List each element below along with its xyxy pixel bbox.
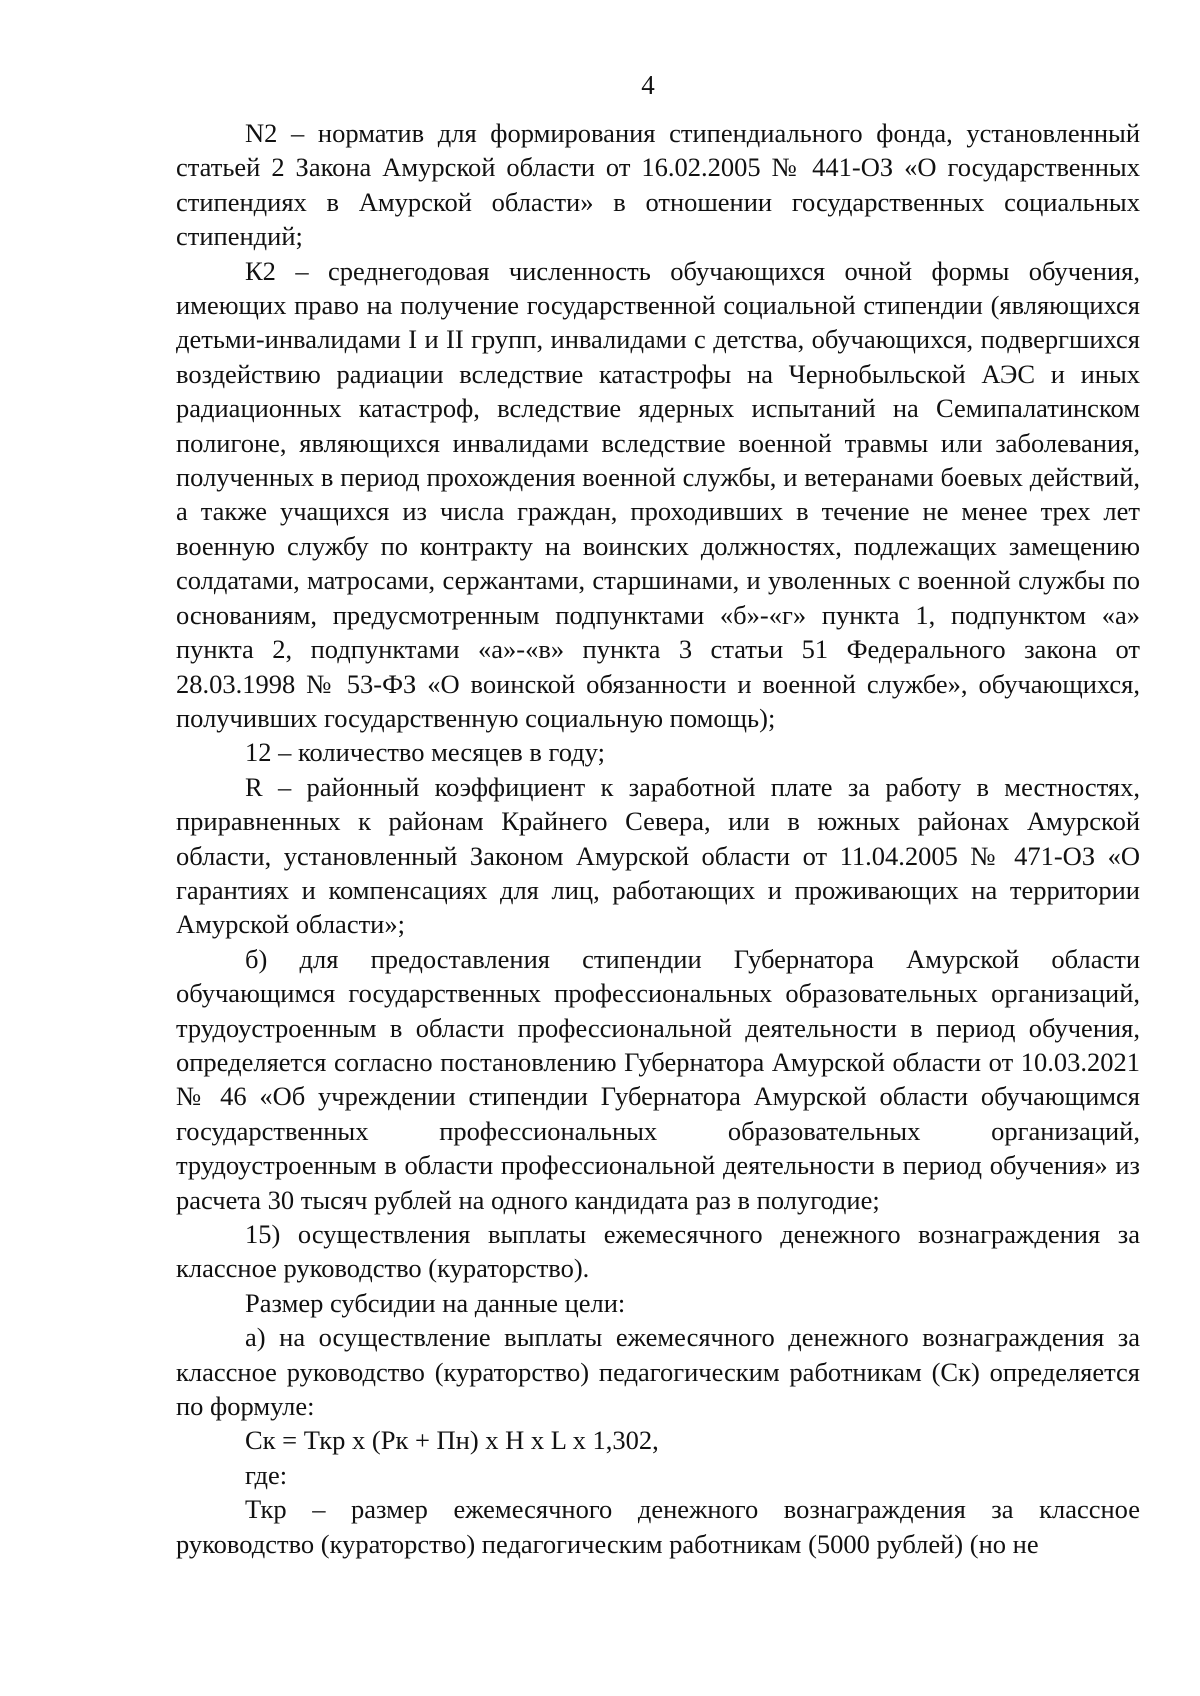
paragraph-subitem-a: а) на осуществление выплаты ежемесячного денежного вознаграждения за классное руководство (кураторство) педагогическим работникам (Ск) определяется по формуле: [176, 1322, 1140, 1422]
paragraph-governor-stipend: б) для предоставления стипендии Губернатора Амурской области обучающимся государственных профессиональных образовательных организаций, трудоустроенным в области профессиональной деятельности в период обучения, определяется согласно постановлению Губернатора Амурской области от 10.03.2021 № 46 «Об учреждении стипендии Губернатора Амурской области обучающимся государственных профессиональных образовательных организаций, трудоустроенным в области профессиональной деятельности в период обучения» из расчета 30 тысяч рублей на одного кандидата раз в полугодие; [176, 943, 1140, 1215]
paragraph-tkr-definition: Ткр – размер ежемесячного денежного вознаграждения за классное руководство (кураторство) педагогическим работникам (5000 рублей) (но не [176, 1494, 1140, 1559]
formula-ck: Ск = Ткр х (Рк + Пн) х Н х L х 1,302, [245, 1425, 659, 1456]
paragraph-subsidy-size: Размер субсидии на данные цели: [245, 1287, 626, 1318]
paragraph-n2-definition: N2 – норматив для формирования стипендиального фонда, установленный статьей 2 Закона Амурской области от 16.02.2005 № 441-ОЗ «О государственных стипендиях в Амурской области» в отношении государственных социальных стипендий; [176, 118, 1140, 252]
document-body [176, 116, 1140, 1561]
paragraph-where: где: [245, 1459, 288, 1490]
paragraph-r-definition: R – районный коэффициент к заработной плате за работу в местностях, приравненных к районам Крайнего Севера, или в южных районах Амурской области, установленный Законом Амурской области от 11.04.2005 № 471-ОЗ «О гарантиях и компенсациях для лиц, работающих и проживающих на территории Амурской области»; [176, 771, 1140, 940]
paragraph-k2-definition: К2 – среднегодовая численность обучающихся очной формы обучения, имеющих право на получение государственной социальной стипендии (являющихся детьми-инвалидами I и II групп, инвалидами с детства, обучающихся, подвергшихся воздействию радиации вследствие катастрофы на Чернобыльской АЭС и иных радиационных катастроф, вследствие ядерных испытаний на Семипалатинском полигоне, являющихся инвалидами вследствие военной травмы или заболевания, полученных в период прохождения военной службы, и ветеранами боевых действий, а также учащихся из числа граждан, проходивших в течение не менее трех лет военную службу по контракту на воинских должностях, подлежащих замещению солдатами, матросами, сержантами, старшинами, и уволенных с военной службы по основаниям, предусмотренным подпунктами «б»-«г» пункта 1, подпунктом «а» пункта 2, подпунктами «а»-«в» пункта 3 статьи 51 Федерального закона от 28.03.1998 № 53-ФЗ «О воинской обязанности и военной службе», обучающихся, получивших государственную социальную помощь); [176, 255, 1140, 733]
paragraph-months-definition: 12 – количество месяцев в году; [245, 737, 605, 768]
page-number: 4 [641, 70, 655, 100]
paragraph-item-15: 15) осуществления выплаты ежемесячного денежного вознаграждения за классное руководство (кураторство). [176, 1219, 1140, 1284]
